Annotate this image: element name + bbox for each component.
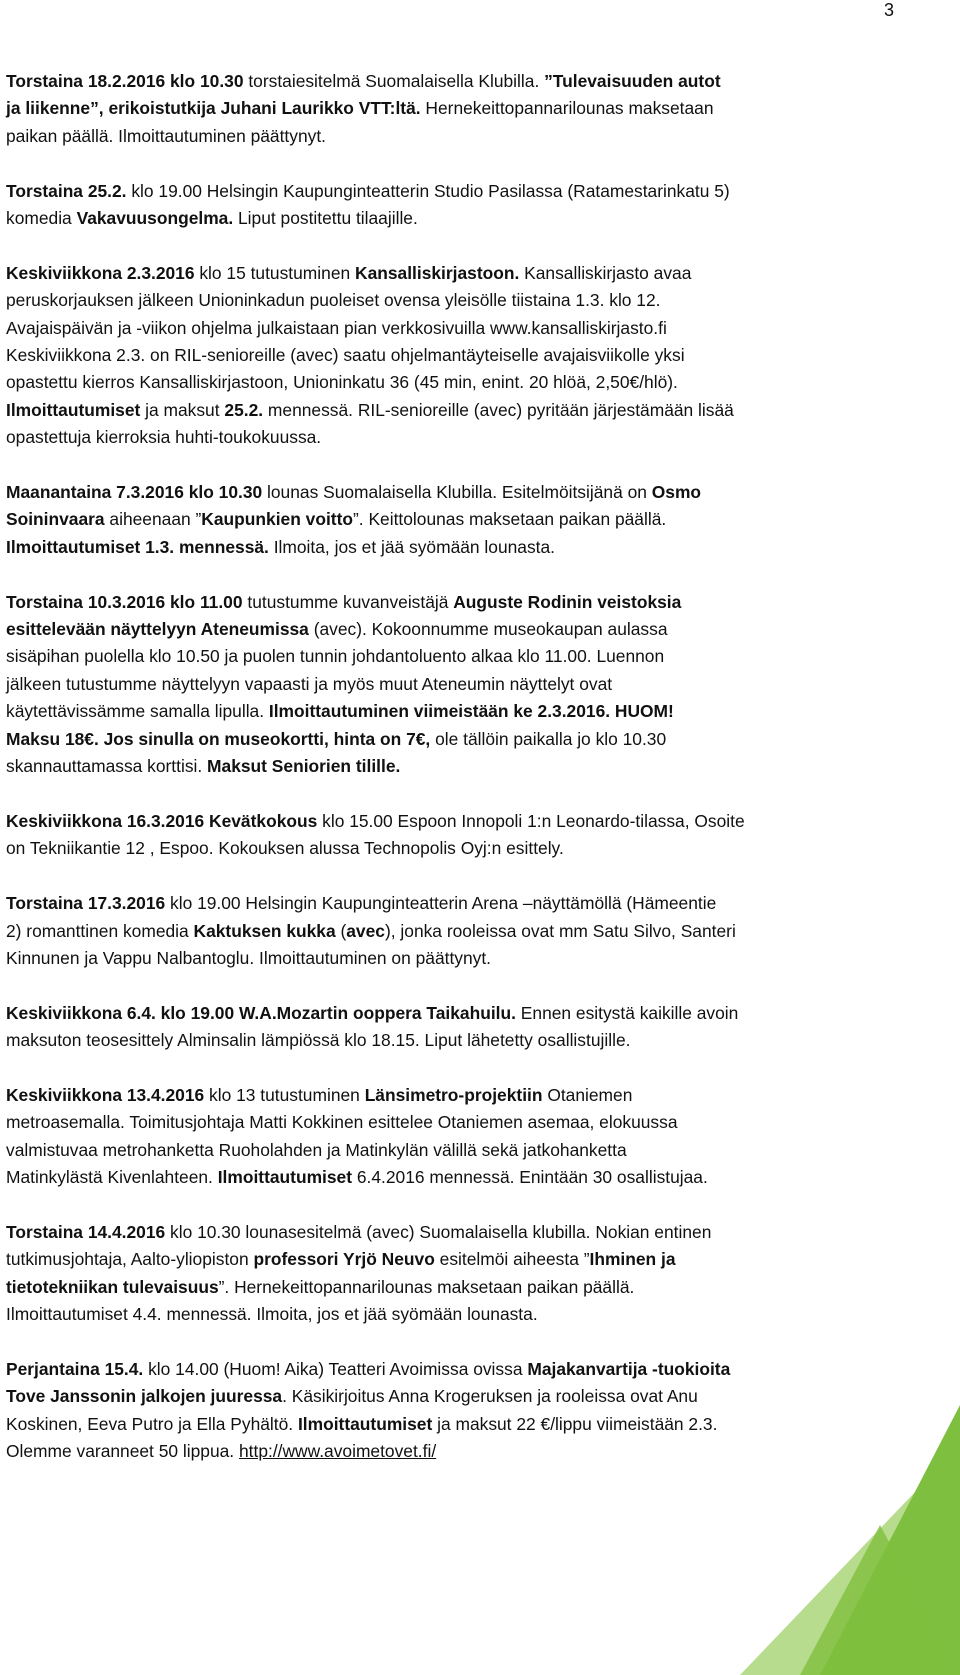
text-run: 6.4.2016 mennessä. Enintään 30 osallistujaa. [352,1167,708,1188]
text-run: ( [335,920,347,941]
text-run: komedia [6,208,77,229]
bold-text: Ilmoittautumiset 1.3. mennessä. [6,536,269,557]
text-line [6,123,886,150]
bold-text: Ilmoittautumiset [297,1413,433,1434]
text-run: Olemme varanneet 50 lippua. [6,1441,239,1462]
text-line [6,589,886,616]
text-line [6,835,886,862]
text-run: sisäpihan puolella klo 10.50 ja puolen tunnin johdantoluento alkaa klo 11.00. Luennon [6,646,665,667]
text-line [6,1164,886,1191]
text-run: peruskorjauksen jälkeen Unioninkadun puoleiset ovensa yleisölle tiistaina 1.3. klo 12. [6,290,661,311]
bold-text: Torstaina 10.3.2016 klo 11.00 [6,591,243,612]
text-run: on RIL-senioreille (avec) saatu ohjelmantäyteiselle avajaisviikolle yksi [145,345,685,366]
text-line [6,616,886,643]
bold-text: Tove Janssonin jalkojen juuressa [6,1386,283,1407]
text-line [6,1246,886,1273]
bold-text: Torstaina 18.2.2016 klo 10.30 [6,71,244,91]
text-run: ”. Keittolounas maksetaan paikan päällä. [352,509,667,530]
text-run: maksuton teosesittely Alminsalin lämpiössä klo 18.15. Liput lähetetty osallistujille. [6,1030,631,1051]
bold-text: Vakavuusongelma. [76,208,234,229]
text-run: Avajaispäivän ja -viikon ohjelma julkaistaan pian verkkosivuilla www.kansalliskirjasto.fi [6,317,667,338]
text-run: ”. Hernekeittopannarilounas maksetaan paikan päällä. [218,1276,635,1297]
text-run: tutustumme kuvanveistäjä [242,591,454,612]
bold-text: Kansalliskirjastoon. [355,262,520,283]
text-line [6,726,886,753]
text-line [6,178,886,205]
text-run: ole tällöin paikalla jo klo 10.30 [430,728,667,749]
paragraph-p6 [6,808,886,863]
text-line [6,643,886,670]
text-run: Ilmoittautumiset 4.4. mennessä. Ilmoita, jos et jää syömään lounasta. [6,1304,538,1325]
text-run: käytettävissämme samalla lipulla. [6,701,269,722]
paragraph-p3 [6,260,886,452]
bold-text: Majakanvartija -tuokioita [527,1358,731,1379]
bold-text: professori Yrjö Neuvo [253,1249,435,1270]
text-run: ja maksut 22 €/lippu viimeistään 2.3. [432,1413,718,1434]
text-line [6,397,886,424]
website-link[interactable]: http://www.avoimetovet.fi/ [238,1441,437,1462]
text-line [6,1274,886,1301]
text-run: torstaiesitelmä Suomalaisella Klubilla. [243,71,545,91]
text-run: ja maksut [140,399,225,420]
bold-text: Perjantaina 15.4. [6,1358,144,1379]
paragraph-p1 [6,68,886,150]
paragraph-p4 [6,479,886,561]
text-line [6,890,886,917]
text-line [6,1356,886,1383]
paragraph-p10 [6,1219,886,1329]
text-run: klo 14.00 (Huom! Aika) Teatteri Avoimissa ovissa [143,1358,528,1379]
text-run: skannauttamassa korttisi. [6,756,208,777]
text-run: ), jonka rooleissa ovat mm Satu Silvo, Santeri [384,920,736,941]
text-line [6,95,886,122]
text-run: aiheenaan ” [104,509,202,530]
bold-text: Ilmoittautumiset [217,1167,353,1188]
text-line [6,808,886,835]
paragraph-p5 [6,589,886,781]
text-line [6,1000,886,1027]
bold-text: Soininvaara [6,509,105,530]
text-line [6,1027,886,1054]
text-run: klo 19.00 Helsingin Kaupunginteatterin Studio Pasilassa (Ratamestarinkatu 5) [126,180,730,201]
text-run: on Tekniikantie 12 , Espoo. Kokouksen alussa Technopolis Oyj:n esittely. [6,838,564,859]
text-line [6,1109,886,1136]
bold-text: Länsimetro-projektiin [364,1084,543,1105]
text-line [6,698,886,725]
text-run: esitelmöi aiheesta ” [434,1249,590,1270]
text-line [6,287,886,314]
bold-text: Keskiviikkona 6.4. klo 19.00 W.A.Mozartin ooppera Taikahuilu. [6,1002,516,1023]
text-run: Liput postitettu tilaajille. [233,208,418,229]
text-line [6,945,886,972]
text-line [6,1301,886,1328]
text-run: valmistuvaa metrohanketta Ruoholahden ja Matinkylän välillä sekä jatkohanketta [6,1139,627,1160]
bold-text: Keskiviikkona 16.3.2016 Kevätkokous [6,810,318,831]
text-run: mennessä. RIL-senioreille (avec) pyritään järjestämään lisää [263,399,734,420]
text-run: Hernekeittopannarilounas maksetaan [420,98,714,119]
text-line [6,369,886,396]
bold-text: esittelevään näyttelyyn Ateneumissa [6,619,309,640]
text-line [6,506,886,533]
text-run: Otaniemen [542,1084,633,1105]
text-line [6,424,886,451]
bold-text: Torstaina 25.2. [6,180,127,201]
text-line [6,671,886,698]
bold-text: Osmo [651,482,702,503]
text-run: Ennen esitystä kaikille avoin [515,1002,739,1023]
bold-text: 25.2. [224,399,264,420]
text-line [6,753,886,780]
bold-text: Keskiviikkona 13.4.2016 [6,1084,205,1105]
text-run: metroasemalla. Toimitusjohtaja Matti Kokkinen esittelee Otaniemen asemaa, elokuussa [6,1112,678,1133]
text-line [6,342,886,369]
paragraph-p8 [6,1000,886,1055]
page-number: 3 [883,0,894,20]
text-run: klo 15 tutustuminen [194,262,356,283]
text-line [6,918,886,945]
text-run: 2) romanttinen komedia [6,920,194,941]
green-triangle-decoration-icon [620,1405,960,1675]
text-run: jälkeen tutustumme näyttelyyn vapaasti ja myös muut Ateneumin näyttelyt ovat [6,673,613,694]
bold-text: Maksu 18€. Jos sinulla on museokortti, hinta on 7€, [6,728,431,749]
text-run: paikan päällä. Ilmoittautuminen päättynyt. [6,125,326,146]
text-line [6,68,886,95]
text-line [6,1137,886,1164]
bold-text: Maksut Seniorien tilille. [207,756,401,777]
text-line [6,1082,886,1109]
text-line [6,260,886,287]
text-line [6,315,886,342]
text-line [6,205,886,232]
text-run: Ilmoita, jos et jää syömään lounasta. [268,536,556,557]
bold-text: Torstaina 17.3.2016 [6,893,166,914]
bold-text: Ihminen ja [589,1249,676,1270]
bold-text: Keskiviikkona 2.3.2016 [6,262,195,283]
paragraph-p7 [6,890,886,972]
text-run: opastettuja kierroksia huhti-toukokuussa. [6,427,322,448]
text-run: Koskinen, Eeva Putro ja Ella Pyhältö. [6,1413,298,1434]
text-run: Matinkylästä Kivenlahteen. [6,1167,218,1188]
bold-text: avec [346,920,385,941]
text-run: . Käsikirjoitus Anna Krogeruksen ja rooleissa ovat Anu [282,1386,698,1407]
bold-text: Kaktuksen kukka [193,920,336,941]
text-run: Kinnunen ja Vappu Nalbantoglu. Ilmoittautuminen on päättynyt. [6,947,492,968]
text-run: klo 19.00 Helsingin Kaupunginteatterin Arena –näyttämöllä (Hämeentie [165,893,717,914]
bold-text: Kaupunkien voitto [201,509,353,530]
text-line [6,1219,886,1246]
text-line [6,479,886,506]
bold-text: Ilmoittautuminen viimeistään ke 2.3.2016. HUOM! [268,701,674,722]
text-run: tutkimusjohtaja, Aalto-yliopiston [6,1249,254,1270]
text-run: klo 13 tutustuminen [204,1084,365,1105]
text-run: lounas Suomalaisella Klubilla. Esitelmöitsijänä on [262,482,652,503]
text-run: Keskiviikkona 2.3. [6,345,146,366]
text-line [6,534,886,561]
text-run: Kansalliskirjasto avaa [519,262,692,283]
text-run: opastettu kierros Kansalliskirjastoon, Unioninkatu 36 (45 min, enint. 20 hlöä, 2,50€/hlö). [6,372,678,393]
bold-text: Maanantaina 7.3.2016 klo 10.30 [6,482,263,503]
text-run: klo 15.00 Espoon Innopoli 1:n Leonardo-tilassa, Osoite [317,810,745,831]
bold-text: Torstaina 14.4.2016 [6,1221,166,1242]
document-body [6,68,886,1493]
bold-text: ja liikenne”, erikoistutkija Juhani Laurikko VTT:ltä. [6,98,421,119]
bold-text: Ilmoittautumiset [6,399,141,420]
text-run: klo 10.30 lounasesitelmä (avec) Suomalaisella klubilla. Nokian entinen [165,1221,712,1242]
paragraph-p9 [6,1082,886,1192]
text-run: (avec). Kokoonnumme museokaupan aulassa [308,619,668,640]
bold-text: ”Tulevaisuuden autot [544,71,721,91]
bold-text: tietotekniikan tulevaisuus [6,1276,219,1297]
paragraph-p2 [6,178,886,233]
bold-text: Auguste Rodinin veistoksia [453,591,682,612]
